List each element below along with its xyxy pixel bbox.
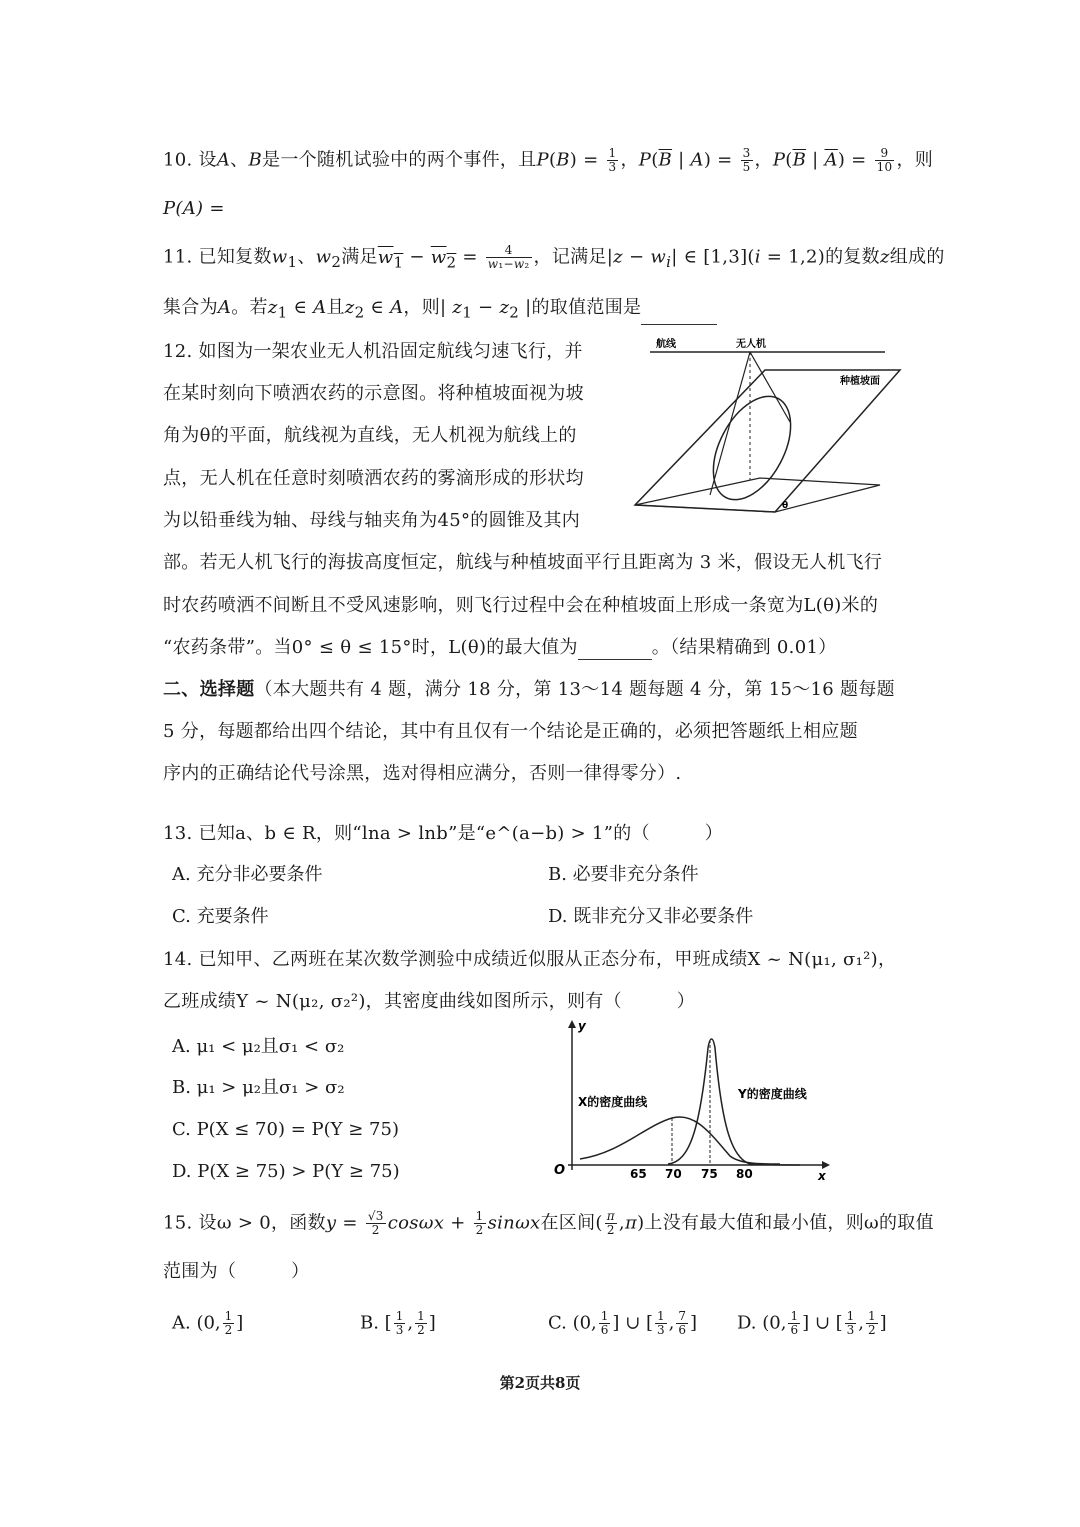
slope-plane (635, 370, 900, 512)
origin-label: O (554, 1163, 566, 1178)
x-axis-arrow (822, 1161, 830, 1169)
q14-option-b[interactable]: B. μ₁ > μ₂且σ₁ > σ₂ (172, 1077, 345, 1098)
tick-75: 75 (701, 1167, 718, 1181)
q12-line8-text: “农药条带”。当0° ≤ θ ≤ 15°时，L(θ)的最大值为 (163, 637, 578, 658)
q12-line7: 时农药喷洒不间断且不受风速影响，则飞行过程中会在种植坡面上形成一条宽为L(θ)米的 (163, 595, 879, 616)
q12-answer-blank[interactable] (578, 639, 652, 660)
q12-line2: 在某时刻向下喷洒农药的示意图。将种植坡面视为坡 (163, 383, 584, 404)
axis-x-label: x (818, 1169, 826, 1183)
q15-text-a: 15. 设ω > 0，函数 (163, 1212, 326, 1234)
y-density-curve (668, 1039, 800, 1165)
section2-heading: 二、选择题 (163, 679, 255, 700)
q11-text-a: 11. 已知复数 (163, 246, 272, 268)
q15-option-a-letter: A. (172, 1312, 191, 1334)
q10-text-c: ，则 (896, 149, 934, 171)
q14-option-c[interactable]: C. P(X ≤ 70) = P(Y ≥ 75) (172, 1119, 399, 1140)
section2-instructions: （本大题共有 4 题，满分 18 分，第 13～14 题每题 4 分，第 15～16 题每题 (254, 679, 895, 700)
y-curve-label: Y的密度曲线 (738, 1087, 807, 1101)
q15-line1: 15. 设ω > 0，函数y = $\frac{√3}{2}$ cosωx + $\frac{1}{2}$ sinωx在区间( $\frac{\pi}{2}$ ,π)上没有最大值和最小值，则ω的取值 (163, 1209, 934, 1237)
q15-option-c[interactable]: C. (0, $\frac{1}{6}$ ] ∪ [ $\frac{1}{3}$ , $\frac{7}{6}$ ] (548, 1309, 698, 1337)
q13-option-b[interactable]: B. 必要非充分条件 (548, 864, 699, 885)
q11-line2-a: 集合为 (163, 297, 218, 318)
q15-option-d[interactable]: D. (0, $\frac{1}{6}$ ] ∪ [ $\frac{1}{3}$ , $\frac{1}{2}$ ] (737, 1309, 887, 1337)
q14-line2: 乙班成绩Y ~ N(μ₂, σ₂²)，其密度曲线如图所示，则有（ ） (163, 991, 696, 1012)
q12-line5: 为以铅垂线为轴、母线与轴夹角为45°的圆锥及其内 (163, 510, 581, 531)
route-label: 航线 (656, 339, 676, 350)
q15-option-b[interactable]: B. [ $\frac{1}{3}$ , $\frac{1}{2}$ ] (360, 1309, 436, 1337)
q15-text-c: 上没有最大值和最小值，则ω的取值 (644, 1212, 934, 1234)
section2-line2: 5 分，每题都给出四个结论，其中有且仅有一个结论是正确的，必须把答题纸上相应题 (163, 721, 858, 742)
q14-option-a[interactable]: A. μ₁ < μ₂且σ₁ < σ₂ (172, 1036, 345, 1057)
q13-option-c[interactable]: C. 充要条件 (172, 906, 269, 927)
cone-right-generator (750, 352, 790, 422)
drone-label: 无人机 (736, 339, 766, 350)
q13-option-a[interactable]: A. 充分非必要条件 (172, 864, 323, 885)
q14-line1: 14. 已知甲、乙两班在某次数学测验中成绩近似服从正态分布，甲班成绩X ~ N(μ₁, σ₁²)， (163, 949, 897, 970)
q13-stem: 13. 已知a、b ∈ R，则“lna > lnb”是“e^(a−b) > 1”的（ ） (163, 823, 724, 844)
axis-y-label: y (578, 1019, 586, 1033)
q11-answer-blank[interactable] (641, 304, 717, 325)
tick-65: 65 (630, 1167, 647, 1181)
q13-option-d[interactable]: D. 既非充分又非必要条件 (548, 906, 754, 927)
q15-line2: 范围为（ ） (163, 1261, 310, 1282)
x-curve-label: X的密度曲线 (578, 1095, 648, 1109)
q11-line2-d: 的取值范围是 (531, 297, 642, 318)
section2-line3: 序内的正确结论代号涂黑，选对得相应满分，否则一律得零分）. (163, 763, 682, 784)
q11-line2-c: ，则 (403, 297, 440, 318)
density-figure (550, 1018, 840, 1183)
q11-text-b: 满足 (341, 246, 378, 268)
q15-option-c-letter: C. (548, 1312, 567, 1334)
q12-line1: 12. 如图为一架农业无人机沿固定航线匀速飞行，并 (163, 341, 583, 362)
tick-70: 70 (665, 1167, 682, 1181)
q10-text-b: 是一个随机试验中的两个事件，且 (262, 149, 537, 171)
cone-ellipse (697, 384, 806, 513)
q11-line2-b: 。若 (231, 297, 268, 318)
tick-80: 80 (736, 1167, 753, 1181)
q11-text-e: 组成的 (889, 246, 945, 268)
q12-line8-tail: 。（结果精确到 0.01） (651, 637, 837, 658)
y-axis-arrow (568, 1020, 576, 1028)
q10-answer-prompt: P(A) = (163, 198, 225, 219)
q14-option-d[interactable]: D. P(X ≥ 75) > P(Y ≥ 75) (172, 1161, 400, 1182)
q11-line1: 11. 已知复数$w_1$、$w_2$满足$w_1 - w_2$ = $\frac{4}{\text{w₁−w₂}}$ ，记满足$|z - w_i|$ ∈ [1,3](i = 1,2)的复数z组成的 (163, 243, 945, 272)
q10-line1: 10. 设A、B是一个随机试验中的两个事件，且P(B) = $\frac{1}{3}$ ，$P(\overline{B}$ | A) = $\frac{3}{5}$ ，$P(\overline{B}$ | $\overline{A}$) = $\frac{9}{10}$ ，则 (163, 146, 934, 174)
slope-label: 种植坡面 (840, 376, 880, 387)
q15-option-b-letter: B. (360, 1312, 379, 1334)
q11-line2: 集合为A。若$z_1$ ∈ A且$z_2$ ∈ A，则| $z_1 - z_2$ |的取值范围是 (163, 296, 717, 325)
page-footer: 第2页共8页 (499, 1374, 581, 1392)
angle-label: θ (782, 501, 789, 511)
q15-option-d-letter: D. (737, 1312, 757, 1334)
q10-line2 (163, 197, 225, 221)
section2-line1 (163, 678, 895, 702)
q12-line6: 部。若无人机飞行的海拔高度恒定，航线与种植坡面平行且距离为 3 米，假设无人机飞行 (163, 552, 883, 573)
q11-text-d: 的复数 (825, 246, 880, 268)
q15-option-a[interactable]: A. (0, $\frac{1}{2}$ ] (172, 1309, 244, 1337)
q12-line8 (163, 636, 837, 660)
q12-line4: 点，无人机在任意时刻喷洒农药的雾滴形成的形状均 (163, 468, 584, 489)
q10-text-a: 10. 设 (163, 149, 217, 171)
base-plane (635, 478, 880, 512)
x-density-curve (580, 1117, 780, 1164)
q11-text-c: ，记满足 (533, 246, 607, 268)
drone-figure (630, 330, 920, 520)
q15-text-b: 在区间 (540, 1212, 596, 1234)
q12-line3: 角为θ的平面，航线视为直线，无人机视为航线上的 (163, 425, 577, 446)
